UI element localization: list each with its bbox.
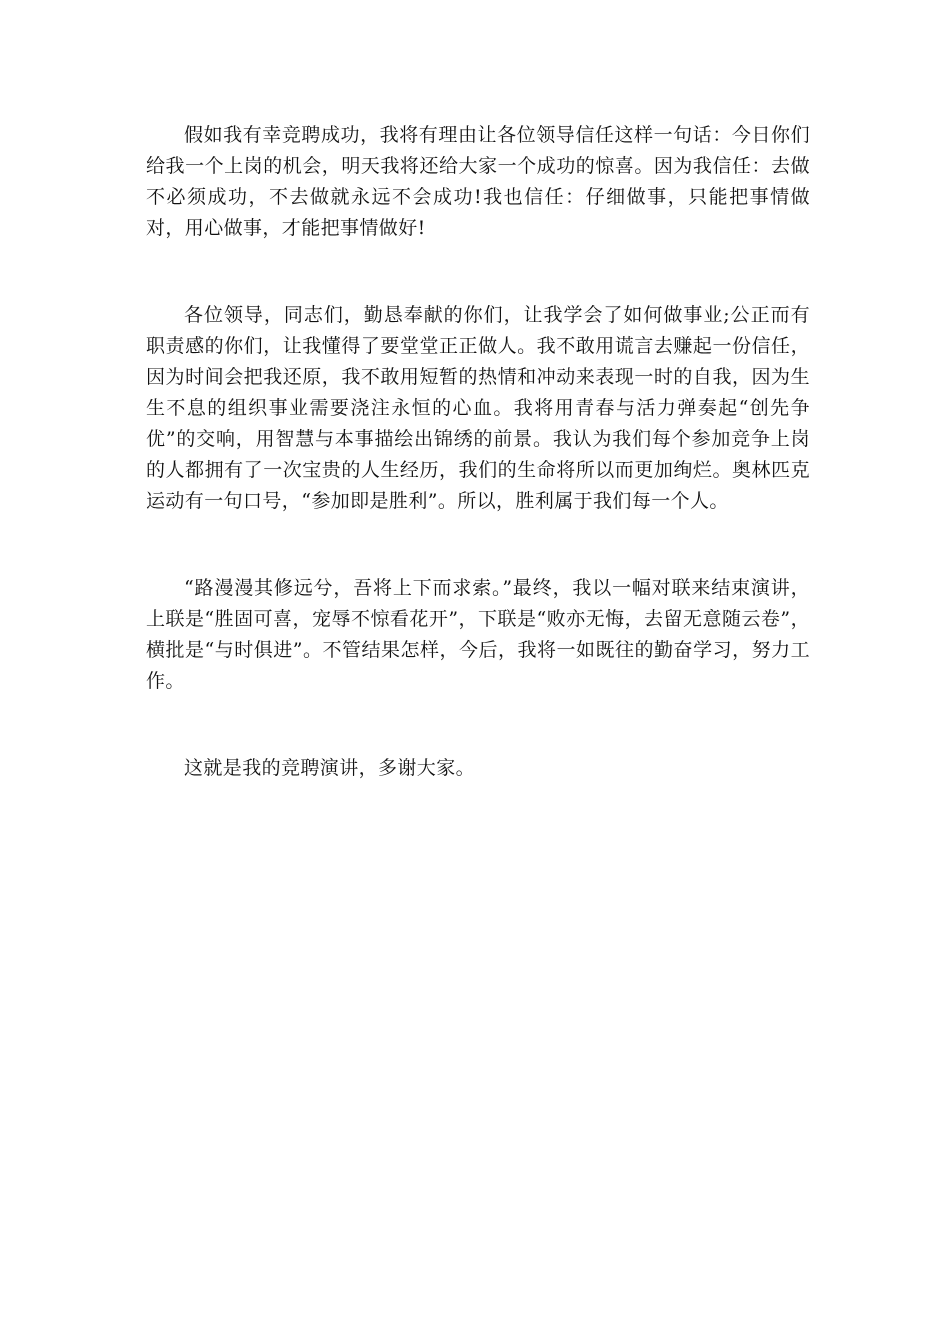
paragraph-commitment: 假如我有幸竞聘成功，我将有理由让各位领导信任这样一句话：今日你们给我一个上岗的机会，明天我将还给大家一个成功的惊喜。因为我信任：去做不必须成功，不去做就永远不会成功!我也信任：仔细做事，只能把事情做对，用心做事，才能把事情做好! — [146, 124, 810, 239]
paragraph-closing: 这就是我的竞聘演讲，多谢大家。 — [184, 757, 476, 779]
paragraph-gratitude: 各位领导，同志们，勤恳奉献的你们，让我学会了如何做事业;公正而有职责感的你们，让我懂得了要堂堂正正做人。我不敢用谎言去赚起一份信任，因为时间会把我还原，我不敢用短暂的热情和冲动来表现一时的自我，因为生生不息的组织事业需要浇注永恒的心血。我将用青春与活力弹奏起“创先争优”的交响，用智慧与本事描绘出锦绣的前景。我认为我们每个参加竞争上岗的人都拥有了一次宝贵的人生经历，我们的生命将所以而更加绚烂。奥林匹克运动有一句口号，“参加即是胜利”。所以，胜利属于我们每一个人。 — [146, 304, 810, 512]
paragraph-couplet: “路漫漫其修远兮，吾将上下而求索。”最终，我以一幅对联来结束演讲，上联是“胜固可喜，宠辱不惊看花开”，下联是“败亦无悔，去留无意随云卷”，横批是“与时俱进”。不管结果怎样，今后，我将一如既往的勤奋学习，努力工作。 — [146, 577, 810, 692]
document-body — [146, 120, 810, 784]
